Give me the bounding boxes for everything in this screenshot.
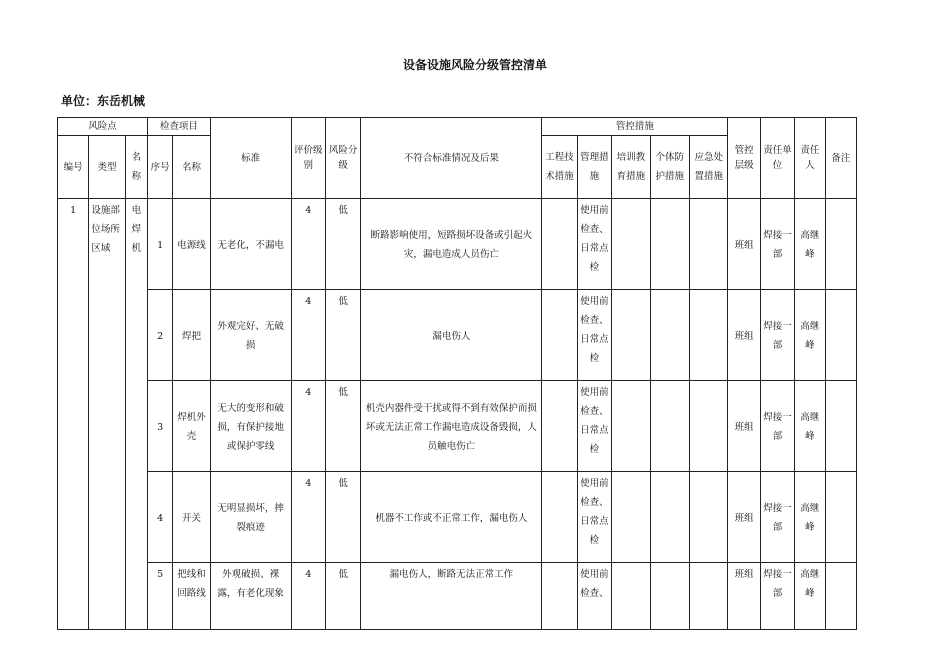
header-resp-unit: 责任单位 — [760, 118, 794, 199]
cell-standard: 外观破损、裸露，有老化现象 — [210, 563, 291, 630]
cell-resp-unit: 焊接一部 — [760, 563, 794, 630]
cell-risk-level: 低 — [325, 290, 360, 381]
cell-ppe-measure — [650, 381, 689, 472]
cell-resp-person: 高继峰 — [795, 472, 825, 563]
cell-emerg-measure — [689, 472, 727, 563]
cell-standard: 外观完好、无破损 — [210, 290, 291, 381]
cell-mgmt-measure: 使用前检查、 — [577, 563, 611, 630]
cell-item-name: 把线和回路线 — [173, 563, 210, 630]
cell-standard: 无大的变形和破损，有保护接地或保护零线 — [210, 381, 291, 472]
document-title: 设备设施风险分级管控清单 — [402, 58, 547, 72]
cell-resp-person: 高继峰 — [795, 199, 825, 290]
cell-seq: 2 — [147, 290, 172, 381]
cell-ppe-measure — [650, 199, 689, 290]
cell-consequence: 机器不工作或不正常工作，漏电伤人 — [361, 472, 542, 563]
cell-eval-level: 4 — [291, 199, 325, 290]
cell-emerg-measure — [689, 381, 727, 472]
cell-train-measure — [612, 290, 650, 381]
header-remark: 备注 — [825, 118, 856, 199]
header-resp-person: 责任人 — [795, 118, 825, 199]
table-row — [58, 199, 857, 290]
group-name: 电焊机 — [125, 199, 147, 630]
cell-standard: 无老化，不漏电 — [210, 199, 291, 290]
group-type: 设施部位场所区域 — [89, 199, 125, 630]
cell-control-layer: 班组 — [728, 472, 760, 563]
cell-consequence: 机壳内器件受干扰或得不到有效保护而损坏或无法正常工作漏电造成设备毁损，人员触电伤亡 — [361, 381, 542, 472]
cell-item-name: 焊机外壳 — [173, 381, 210, 472]
cell-mgmt-measure: 使用前检查、日常点检 — [577, 199, 611, 290]
unit-label: 单位：东岳机械 — [61, 94, 146, 108]
header-consequence: 不符合标准情况及后果 — [361, 118, 542, 199]
cell-emerg-measure — [689, 290, 727, 381]
cell-seq: 5 — [147, 563, 172, 630]
cell-consequence: 漏电伤人 — [361, 290, 542, 381]
cell-item-name: 焊把 — [173, 290, 210, 381]
cell-control-layer: 班组 — [728, 199, 760, 290]
cell-control-layer: 班组 — [728, 290, 760, 381]
cell-remark — [825, 199, 856, 290]
cell-remark — [825, 381, 856, 472]
cell-control-layer: 班组 — [728, 381, 760, 472]
header-ppe: 个体防护措施 — [650, 136, 689, 199]
header-emerg: 应急处置措施 — [689, 136, 727, 199]
cell-standard: 无明显损坏，摔裂痕迹 — [210, 472, 291, 563]
header-control-measures: 管控措施 — [542, 118, 728, 136]
cell-risk-level: 低 — [325, 472, 360, 563]
cell-seq: 1 — [147, 199, 172, 290]
cell-train-measure — [612, 472, 650, 563]
cell-eval-level: 4 — [291, 381, 325, 472]
cell-remark — [825, 290, 856, 381]
table-row — [58, 290, 857, 381]
cell-eng-measure — [542, 563, 577, 630]
cell-risk-level: 低 — [325, 563, 360, 630]
cell-ppe-measure — [650, 563, 689, 630]
cell-mgmt-measure: 使用前检查、日常点检 — [577, 472, 611, 563]
risk-control-table — [57, 117, 857, 630]
cell-train-measure — [612, 199, 650, 290]
header-control-layer: 管控层级 — [728, 118, 760, 199]
header-train: 培训教育措施 — [612, 136, 650, 199]
cell-consequence: 漏电伤人，断路无法正常工作 — [361, 563, 542, 630]
cell-consequence: 断路影响使用，短路损坏设备或引起火灾，漏电造成人员伤亡 — [361, 199, 542, 290]
header-eng: 工程技术措施 — [542, 136, 577, 199]
cell-item-name: 开关 — [173, 472, 210, 563]
cell-risk-level: 低 — [325, 381, 360, 472]
table-row — [58, 472, 857, 563]
header-eval-level: 评价级别 — [291, 118, 325, 199]
cell-emerg-measure — [689, 199, 727, 290]
cell-resp-unit: 焊接一部 — [760, 381, 794, 472]
cell-remark — [825, 563, 856, 630]
header-check-item: 检查项目 — [147, 118, 210, 136]
cell-eval-level: 4 — [291, 472, 325, 563]
cell-eval-level: 4 — [291, 563, 325, 630]
cell-resp-unit: 焊接一部 — [760, 290, 794, 381]
header-type: 类型 — [89, 136, 125, 199]
cell-remark — [825, 472, 856, 563]
header-risk-level: 风险分级 — [325, 118, 360, 199]
header-risk-point: 风险点 — [58, 118, 148, 136]
cell-eng-measure — [542, 472, 577, 563]
header-mgmt: 管理措施 — [577, 136, 611, 199]
cell-train-measure — [612, 381, 650, 472]
cell-seq: 3 — [147, 381, 172, 472]
table-row — [58, 381, 857, 472]
table-row — [58, 563, 857, 630]
cell-eng-measure — [542, 199, 577, 290]
cell-ppe-measure — [650, 290, 689, 381]
cell-train-measure — [612, 563, 650, 630]
cell-seq: 4 — [147, 472, 172, 563]
cell-resp-person: 高继峰 — [795, 563, 825, 630]
cell-resp-unit: 焊接一部 — [760, 472, 794, 563]
group-no: 1 — [58, 199, 89, 630]
cell-ppe-measure — [650, 472, 689, 563]
cell-eng-measure — [542, 290, 577, 381]
cell-eval-level: 4 — [291, 290, 325, 381]
cell-mgmt-measure: 使用前检查、日常点检 — [577, 381, 611, 472]
header-item-name: 名称 — [173, 136, 210, 199]
cell-resp-person: 高继峰 — [795, 381, 825, 472]
header-row-1 — [58, 118, 857, 136]
cell-risk-level: 低 — [325, 199, 360, 290]
cell-mgmt-measure: 使用前检查、日常点检 — [577, 290, 611, 381]
header-standard: 标准 — [210, 118, 291, 199]
cell-resp-unit: 焊接一部 — [760, 199, 794, 290]
header-name: 名称 — [125, 136, 147, 199]
cell-control-layer: 班组 — [728, 563, 760, 630]
cell-resp-person: 高继峰 — [795, 290, 825, 381]
cell-item-name: 电源线 — [173, 199, 210, 290]
cell-eng-measure — [542, 381, 577, 472]
header-no: 编号 — [58, 136, 89, 199]
cell-emerg-measure — [689, 563, 727, 630]
header-seq: 序号 — [147, 136, 172, 199]
